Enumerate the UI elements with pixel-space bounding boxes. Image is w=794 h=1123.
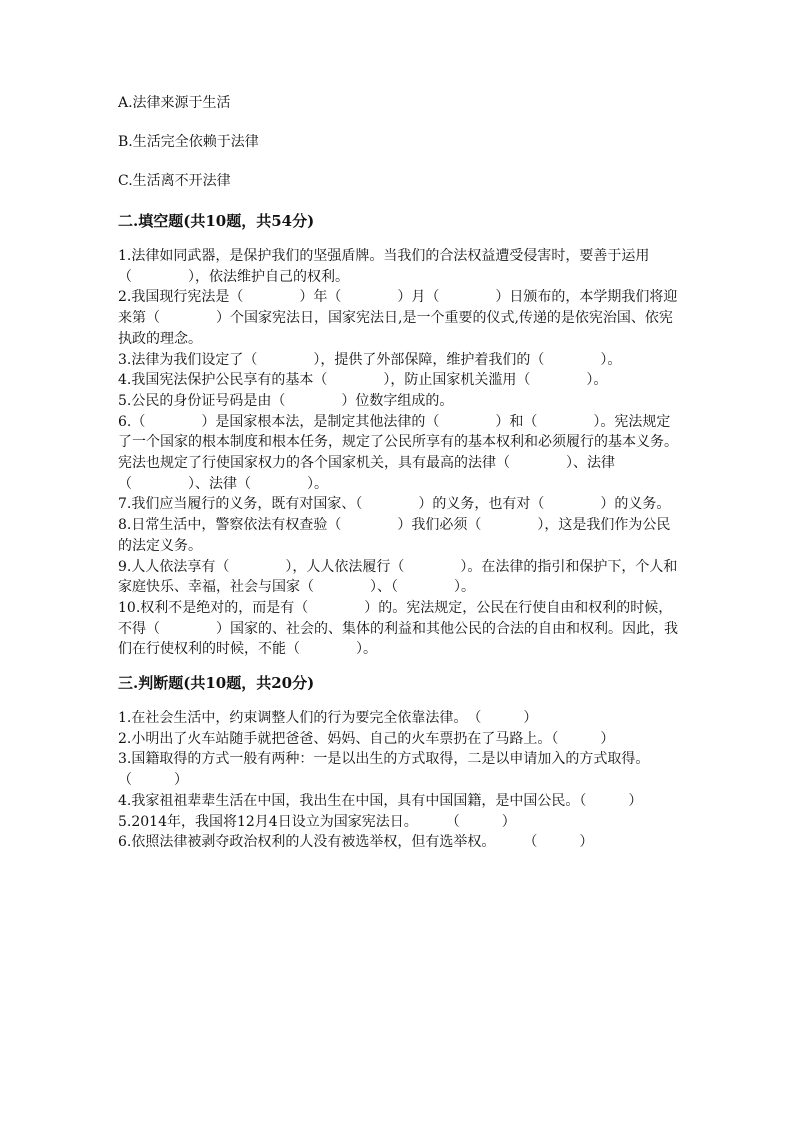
fill-in-section [118, 210, 678, 660]
choice-b: B.生活完全依赖于法律 [118, 134, 259, 150]
true-false-question-1: 1.在社会生活中，约束调整人们的行为要完全依靠法律。 （ ） [118, 710, 538, 727]
fill-in-question-1: 1.法律如同武器，是保护我们的坚强盾牌。当我们的合法权益遭受侵害时，要善于运用（ ），依法维护自己的权利。 [118, 248, 650, 285]
choice-a: A.法律来源于生活 [118, 95, 231, 111]
fill-in-question-6: 6.（ ）是国家根本法，是制定其他法律的（ ）和（ ）。宪法规定了一个国家的根本制度和根本任务，规定了公民所享有的基本权利和必须履行的基本义务。宪法也规定了行使国家权力的各个国家机关，具有最高的法律（ ）、法律（ ）、法律（ ）。 [118, 413, 678, 492]
choice-list [118, 93, 678, 191]
fill-in-question-4: 4.我国宪法保护公民享有的基本（ ），防止国家机关滥用（ ）。 [118, 372, 608, 389]
document-page [118, 93, 678, 853]
true-false-question-5: 5.2014年，我国将12月4日设立为国家宪法日。 （ ） [118, 813, 516, 830]
true-false-section [118, 672, 678, 853]
fill-in-question-2: 2.我国现行宪法是（ ）年（ ）月（ ）日颁布的，本学期我们将迎来第（ ）个国家宪法日，国家宪法日,是一个重要的仪式,传递的是依宪治国、依宪执政的理念。 [118, 289, 678, 347]
fill-in-question-5: 5.公民的身份证号码是由（ ）位数字组成的。 [118, 392, 454, 409]
true-false-question-3: 3.国籍取得的方式一般有两种：一是以出生的方式取得，二是以申请加入的方式取得。 （ ） [118, 751, 671, 789]
true-false-question-6: 6.依照法律被剥夺政治权利的人没有被选举权，但有选举权。 （ ） [118, 834, 594, 851]
fill-in-question-10: 10.权利不是绝对的，而是有（ ）的。宪法规定，公民在行使自由和权利的时候，不得（ ）国家的、社会的、集体的利益和其他公民的合法的自由和权利。因此，我们在行使权利的时候，不能（ ）。 [118, 599, 678, 658]
fill-in-question-9: 9.人人依法享有（ ），人人依法履行（ ）。在法律的指引和保护下，个人和家庭快乐、幸福，社会与国家（ ）、（ ）。 [118, 558, 678, 596]
fill-in-question-3: 3.法律为我们设定了（ ），提供了外部保障，维护着我们的（ ）。 [118, 351, 622, 368]
fill-in-question-7: 7.我们应当履行的义务，既有对国家、（ ）的义务，也有对（ ）的义务。 [118, 496, 671, 513]
fill-in-section-title: 二.填空题(共10题，共54分) [118, 212, 315, 230]
true-false-question-2: 2.小明出了火车站随手就把爸爸、妈妈、自己的火车票扔在了马路上。（ ） [118, 730, 615, 747]
choice-c: C.生活离不开法律 [118, 173, 231, 189]
fill-in-question-8: 8.日常生活中，警察依法有权查验（ ）我们必须（ ），这是我们作为公民的法定义务。 [118, 517, 671, 554]
true-false-question-4: 4.我家祖祖辈辈生活在中国，我出生在中国，具有中国国籍，是中国公民。（ ） [118, 792, 643, 809]
true-false-section-title: 三.判断题(共10题，共20分) [118, 674, 315, 693]
